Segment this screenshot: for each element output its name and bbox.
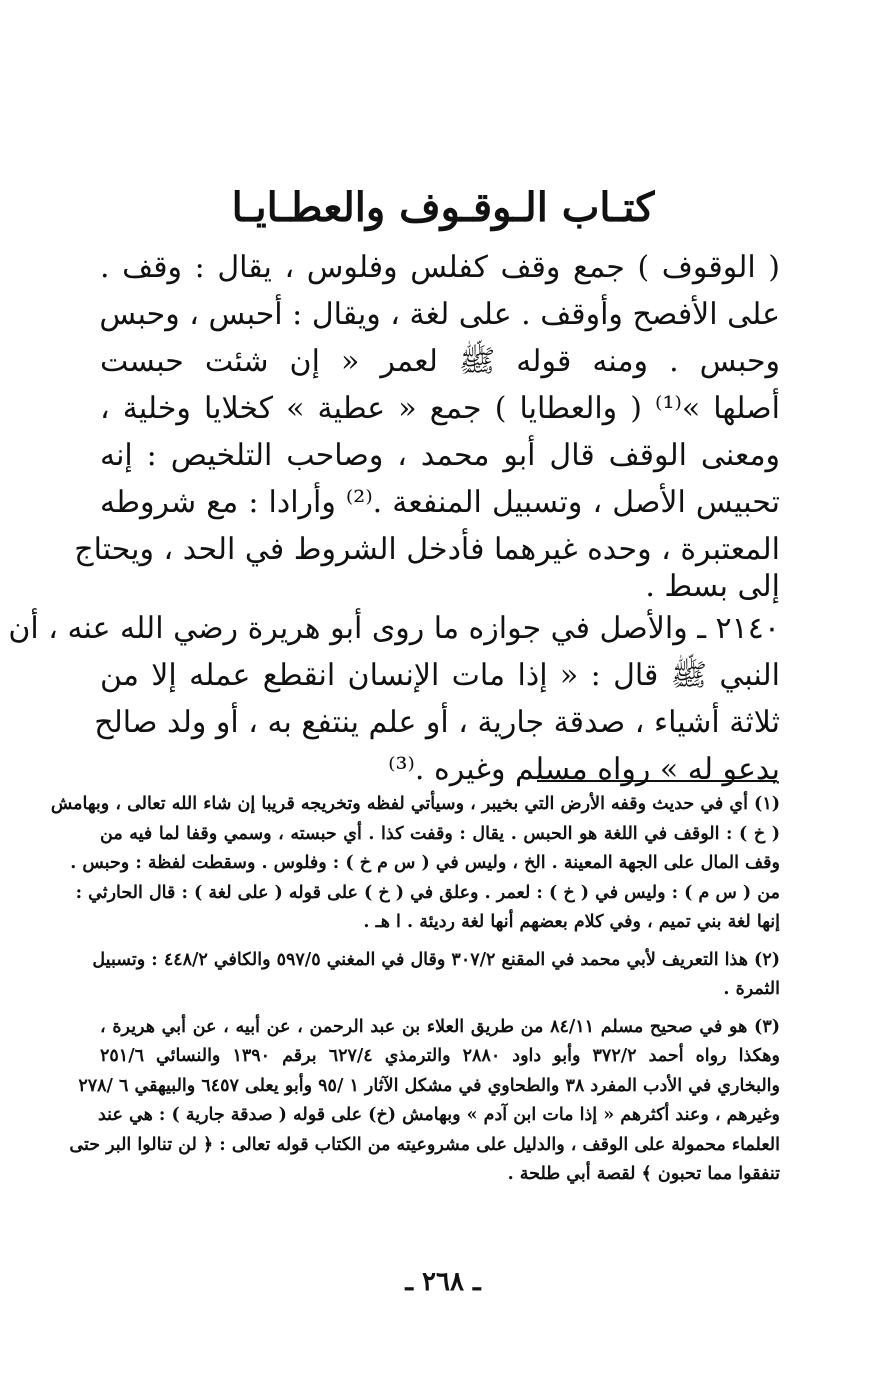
footnote-3	[69, 1013, 780, 1190]
footnote-1	[50, 790, 780, 938]
main-line: أصلها »⁽¹⁾ ( والعطايا ) جمع « عطية » كخلايا وخلية ،	[100, 391, 780, 426]
hadith-line: يدعو له » رواه مسلم وغيره .⁽³⁾	[388, 752, 780, 787]
footnote-line: تنفقوا مما تحبون ﴾ لقصة أبي طلحة .	[507, 1164, 780, 1184]
footnote-divider	[537, 780, 777, 782]
footnote-line: (٢) هذا التعريف لأبي محمد في المقنع ٣٠٧/٢ وقال في المغني ٥٩٧/٥ والكافي ٤٤٨/٢ : وتسبيل	[92, 949, 780, 970]
main-line: وحبس . ومنه قوله ﷺ لعمر « إن شئت حبست	[100, 344, 780, 379]
hadith-line: ٢١٤٠ ـ والأصل في جوازه ما روى أبو هريرة رضي الله عنه ، أن	[8, 611, 780, 646]
main-line: المعتبرة ، وحده غيرهما فأدخل الشروط في الحد ، ويحتاج	[74, 532, 780, 567]
footnote-line: وهكذا رواه أحمد ٣٧٢/٢ وأبو داود ٢٨٨٠ والترمذي ٦٢٧/٤ برقم ١٣٩٠ والنسائي ٢٥١/٦	[100, 1046, 780, 1066]
page-number: ـ ٢٦٨ ـ	[405, 1267, 481, 1297]
footnote-line: وقف المال على الجهة المعينة . الخ ، وليس في ( س م خ ) : وفلوس . وسقطت لفظة : وحبس .	[70, 853, 780, 873]
footnote-line: (٣) هو في صحيح مسلم ٨٤/١١ من طريق العلاء بن عبد الرحمن ، عن أبيه ، عن أبي هريرة ،	[100, 1016, 780, 1037]
hadith-line: ثلاثة أشياء ، صدقة جارية ، أو علم ينتفع به ، أو ولد صالح	[94, 705, 780, 740]
footnote-line: العلماء محمولة على الوقف ، والدليل على مشروعيته من الكتاب قوله تعالى : ﴿ لن تنالوا البر حتى	[69, 1134, 780, 1155]
main-line: ومعنى الوقف قال أبو محمد ، وصاحب التلخيص : إنه	[100, 438, 780, 473]
main-line: إلى بسط .	[645, 569, 780, 604]
book-title: كتـاب الـوقـوف والعطـايـا	[231, 184, 655, 231]
main-line: على الأفصح وأوقف . على لغة ، ويقال : أحبس ، وحبس	[99, 297, 780, 332]
footnote-line: الثمرة .	[723, 979, 780, 999]
footnote-line: ( خ ) : الوقف في اللغة هو الحبس . يقال : وقفت كذا . أي حبسته ، وسمي وقفا لما فيه من	[100, 823, 780, 844]
footnotes	[50, 790, 780, 1198]
footnote-line: والبخاري في الأدب المفرد ٣٨ والطحاوي في مشكل الآثار ١ /٩٥ وأبو يعلى ٦٤٥٧ والبيهقي ٦ /٢٧٨	[78, 1075, 780, 1096]
main-line: تحبيس الأصل ، وتسبيل المنفعة .⁽²⁾ وأرادا : مع شروطه	[100, 485, 780, 520]
main-line: ( الوقوف ) جمع وقف كفلس وفلوس ، يقال : وقف .	[100, 250, 780, 285]
hadith-line: النبي ﷺ قال : « إذا مات الإنسان انقطع عمله إلا من	[100, 658, 780, 693]
footnote-2	[92, 946, 780, 1005]
footnote-line: وغيرهم ، وعند أكثرهم « إذا مات ابن آدم » وبهامش (خ) على قوله ( صدقة جارية ) : هي عند	[98, 1105, 780, 1125]
footnote-line: إنها لغة بني تميم ، وفي كلام بعضهم أنها لغة رديئة . ا هـ .	[363, 912, 780, 932]
footnote-line: من ( س م ) : وليس في ( خ ) : لعمر . وعلق في ( خ ) على قوله ( على لغة ) : قال الحارثي :	[75, 882, 780, 903]
footnote-line: (١) أي في حديث وقفه الأرض التي بخيبر ، وسيأتي لفظه وتخريجه قريبا إن شاء الله تعالى ، وبهامش	[50, 794, 780, 814]
main-text	[8, 244, 780, 793]
